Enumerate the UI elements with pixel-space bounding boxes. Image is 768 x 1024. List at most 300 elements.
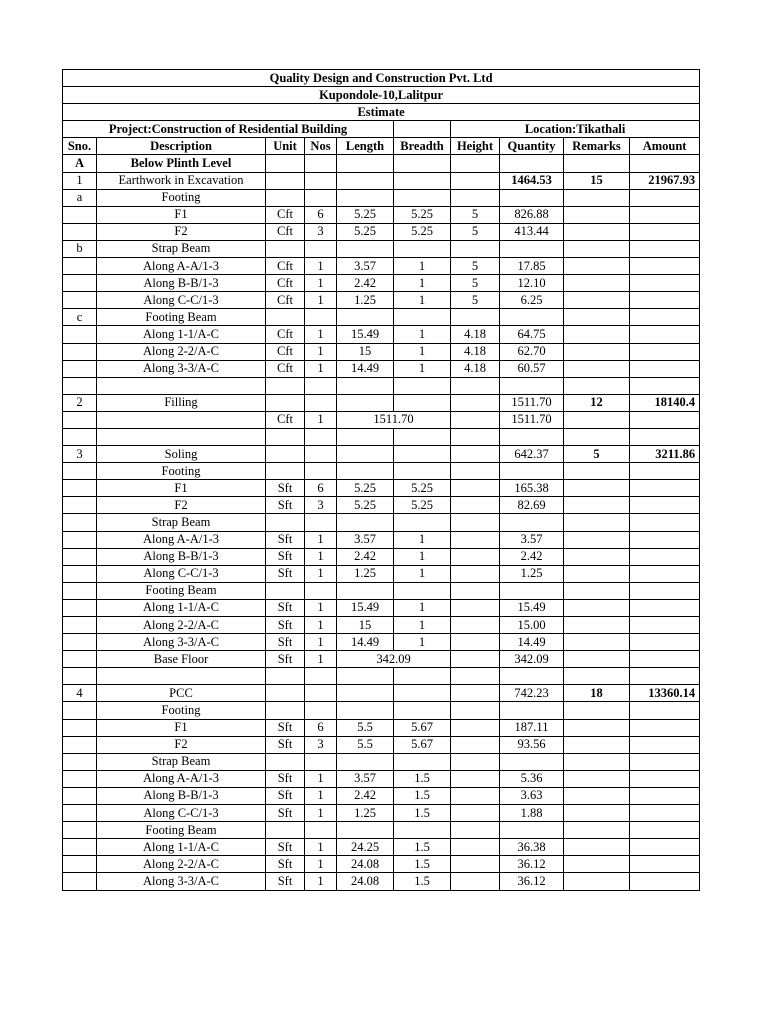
breadth-cell <box>394 155 451 172</box>
column-header: Length <box>337 138 394 155</box>
table-row <box>63 651 700 668</box>
table-row <box>63 565 700 582</box>
breadth-cell: 1.5 <box>394 787 451 804</box>
quantity-cell: 15.49 <box>500 599 564 616</box>
breadth-cell: 1.5 <box>394 873 451 890</box>
height-cell <box>451 634 500 651</box>
breadth-cell <box>394 189 451 206</box>
amount-cell <box>630 428 700 445</box>
remarks-cell <box>564 582 630 599</box>
length-cell: 2.42 <box>337 275 394 292</box>
column-header-row <box>63 138 700 155</box>
description-cell: Along 2-2/A-C <box>97 617 266 634</box>
amount-cell <box>630 634 700 651</box>
table-row <box>63 514 700 531</box>
table-row <box>63 463 700 480</box>
description-cell: Base Floor <box>97 651 266 668</box>
nos-cell: 1 <box>305 360 337 377</box>
breadth-cell: 1 <box>394 599 451 616</box>
sno-cell <box>63 480 97 497</box>
unit-cell <box>266 377 305 394</box>
amount-cell: 13360.14 <box>630 685 700 702</box>
sno-cell: c <box>63 309 97 326</box>
remarks-cell <box>564 599 630 616</box>
company-address: Kupondole-10,Lalitpur <box>63 87 700 104</box>
sno-cell <box>63 223 97 240</box>
height-cell: 5 <box>451 258 500 275</box>
sno-cell: b <box>63 240 97 257</box>
length-cell: 5.25 <box>337 497 394 514</box>
remarks-cell <box>564 839 630 856</box>
amount-cell: 18140.4 <box>630 394 700 411</box>
quantity-cell: 826.88 <box>500 206 564 223</box>
breadth-cell <box>394 668 451 685</box>
unit-cell: Sft <box>266 599 305 616</box>
amount-cell <box>630 565 700 582</box>
table-row <box>63 736 700 753</box>
description-cell: Along A-A/1-3 <box>97 258 266 275</box>
description-cell: Footing <box>97 189 266 206</box>
breadth-cell <box>394 309 451 326</box>
length-cell: 1.25 <box>337 565 394 582</box>
remarks-cell <box>564 480 630 497</box>
unit-cell: Sft <box>266 617 305 634</box>
height-cell <box>451 822 500 839</box>
table-row <box>63 531 700 548</box>
breadth-cell: 5.25 <box>394 480 451 497</box>
nos-cell: 1 <box>305 839 337 856</box>
table-row <box>63 480 700 497</box>
breadth-cell <box>394 514 451 531</box>
remarks-cell <box>564 189 630 206</box>
description-cell: Strap Beam <box>97 240 266 257</box>
unit-cell: Sft <box>266 839 305 856</box>
sno-cell <box>63 326 97 343</box>
remarks-cell <box>564 668 630 685</box>
length-cell <box>337 428 394 445</box>
sno-cell <box>63 770 97 787</box>
length-cell: 5.5 <box>337 736 394 753</box>
description-cell <box>97 668 266 685</box>
unit-cell: Cft <box>266 343 305 360</box>
nos-cell: 1 <box>305 292 337 309</box>
quantity-cell: 3.63 <box>500 787 564 804</box>
unit-cell: Cft <box>266 275 305 292</box>
column-header: Height <box>451 138 500 155</box>
table-row <box>63 411 700 428</box>
remarks-cell <box>564 360 630 377</box>
remarks-cell <box>564 292 630 309</box>
nos-cell: 1 <box>305 565 337 582</box>
spacer-row <box>63 377 700 394</box>
amount-cell <box>630 839 700 856</box>
project-name: Project:Construction of Residential Building <box>63 121 394 138</box>
length-cell: 5.25 <box>337 223 394 240</box>
height-cell <box>451 309 500 326</box>
description-cell: Footing Beam <box>97 822 266 839</box>
description-cell: Along B-B/1-3 <box>97 787 266 804</box>
nos-cell: 6 <box>305 719 337 736</box>
remarks-cell <box>564 548 630 565</box>
description-cell: Along C-C/1-3 <box>97 292 266 309</box>
description-cell: F1 <box>97 719 266 736</box>
length-cell <box>337 514 394 531</box>
remarks-cell <box>564 514 630 531</box>
sno-cell <box>63 377 97 394</box>
amount-cell <box>630 531 700 548</box>
document-title: Estimate <box>63 104 700 121</box>
description-cell: F2 <box>97 223 266 240</box>
height-cell <box>451 651 500 668</box>
nos-cell <box>305 394 337 411</box>
breadth-cell <box>394 685 451 702</box>
remarks-cell <box>564 497 630 514</box>
remarks-cell <box>564 770 630 787</box>
nos-cell: 1 <box>305 548 337 565</box>
remarks-cell <box>564 155 630 172</box>
height-cell <box>451 480 500 497</box>
unit-cell <box>266 189 305 206</box>
length-cell <box>337 240 394 257</box>
description-cell: Strap Beam <box>97 753 266 770</box>
unit-cell: Sft <box>266 531 305 548</box>
remarks-cell <box>564 873 630 890</box>
height-cell: 5 <box>451 206 500 223</box>
nos-cell: 1 <box>305 805 337 822</box>
unit-cell: Sft <box>266 634 305 651</box>
quantity-cell: 1511.70 <box>500 394 564 411</box>
description-cell: Along A-A/1-3 <box>97 770 266 787</box>
unit-cell <box>266 514 305 531</box>
description-cell: Footing <box>97 463 266 480</box>
amount-cell <box>630 719 700 736</box>
breadth-cell: 1 <box>394 343 451 360</box>
breadth-cell: 1 <box>394 634 451 651</box>
height-cell <box>451 668 500 685</box>
amount-cell <box>630 326 700 343</box>
quantity-cell: 36.12 <box>500 873 564 890</box>
unit-cell <box>266 240 305 257</box>
description-cell: Footing Beam <box>97 582 266 599</box>
description-cell: Strap Beam <box>97 514 266 531</box>
breadth-cell: 5.25 <box>394 223 451 240</box>
length-cell: 2.42 <box>337 787 394 804</box>
height-cell <box>451 617 500 634</box>
nos-cell: 6 <box>305 206 337 223</box>
length-cell: 5.25 <box>337 480 394 497</box>
description-cell: Along 3-3/A-C <box>97 873 266 890</box>
breadth-cell: 1.5 <box>394 839 451 856</box>
sno-cell <box>63 343 97 360</box>
sno-cell <box>63 719 97 736</box>
length-cell: 5.25 <box>337 206 394 223</box>
breadth-cell: 1 <box>394 565 451 582</box>
length-breadth-cell: 1511.70 <box>337 411 451 428</box>
description-cell: Along A-A/1-3 <box>97 531 266 548</box>
height-cell <box>451 770 500 787</box>
table-row <box>63 822 700 839</box>
height-cell <box>451 172 500 189</box>
sno-cell: 2 <box>63 394 97 411</box>
nos-cell: 1 <box>305 651 337 668</box>
nos-cell: 3 <box>305 223 337 240</box>
height-cell <box>451 531 500 548</box>
height-cell <box>451 565 500 582</box>
table-row <box>63 292 700 309</box>
sno-cell <box>63 360 97 377</box>
amount-cell <box>630 548 700 565</box>
nos-cell: 6 <box>305 480 337 497</box>
doc-title-row <box>63 104 700 121</box>
length-cell: 24.08 <box>337 856 394 873</box>
sno-cell <box>63 856 97 873</box>
table-row <box>63 702 700 719</box>
column-header: Nos <box>305 138 337 155</box>
amount-cell <box>630 514 700 531</box>
length-cell <box>337 753 394 770</box>
height-cell <box>451 377 500 394</box>
unit-cell: Sft <box>266 770 305 787</box>
height-cell <box>451 582 500 599</box>
description-cell: Soling <box>97 446 266 463</box>
unit-cell <box>266 582 305 599</box>
remarks-cell <box>564 326 630 343</box>
quantity-cell: 1.88 <box>500 805 564 822</box>
breadth-cell: 1 <box>394 360 451 377</box>
nos-cell: 1 <box>305 411 337 428</box>
unit-cell <box>266 753 305 770</box>
height-cell <box>451 240 500 257</box>
amount-cell <box>630 702 700 719</box>
sno-cell <box>63 565 97 582</box>
unit-cell <box>266 155 305 172</box>
length-cell: 14.49 <box>337 360 394 377</box>
unit-cell <box>266 463 305 480</box>
table-row <box>63 617 700 634</box>
length-breadth-cell: 342.09 <box>337 651 451 668</box>
description-cell: PCC <box>97 685 266 702</box>
unit-cell: Sft <box>266 805 305 822</box>
breadth-cell <box>394 582 451 599</box>
height-cell: 4.18 <box>451 326 500 343</box>
description-cell: Filling <box>97 394 266 411</box>
remarks-cell <box>564 377 630 394</box>
nos-cell: 1 <box>305 873 337 890</box>
length-cell <box>337 394 394 411</box>
breadth-cell <box>394 240 451 257</box>
nos-cell: 1 <box>305 599 337 616</box>
height-cell <box>451 514 500 531</box>
nos-cell <box>305 428 337 445</box>
description-cell: Footing Beam <box>97 309 266 326</box>
table-row <box>63 223 700 240</box>
breadth-cell <box>394 446 451 463</box>
table-row <box>63 275 700 292</box>
height-cell <box>451 155 500 172</box>
length-cell: 24.25 <box>337 839 394 856</box>
table-row <box>63 787 700 804</box>
table-row <box>63 258 700 275</box>
unit-cell: Sft <box>266 873 305 890</box>
length-cell: 15 <box>337 343 394 360</box>
unit-cell <box>266 702 305 719</box>
table-row <box>63 753 700 770</box>
amount-cell <box>630 411 700 428</box>
remarks-cell <box>564 275 630 292</box>
sno-cell <box>63 292 97 309</box>
sno-cell <box>63 787 97 804</box>
company-row <box>63 70 700 87</box>
length-cell <box>337 582 394 599</box>
description-cell: Along B-B/1-3 <box>97 275 266 292</box>
table-row <box>63 189 700 206</box>
table-row <box>63 548 700 565</box>
description-cell <box>97 411 266 428</box>
nos-cell: 1 <box>305 258 337 275</box>
breadth-cell <box>394 822 451 839</box>
table-row <box>63 685 700 702</box>
height-cell: 5 <box>451 223 500 240</box>
amount-cell <box>630 753 700 770</box>
unit-cell: Sft <box>266 651 305 668</box>
amount-cell: 3211.86 <box>630 446 700 463</box>
amount-cell <box>630 377 700 394</box>
quantity-cell <box>500 702 564 719</box>
table-row <box>63 326 700 343</box>
height-cell <box>451 719 500 736</box>
sno-cell <box>63 258 97 275</box>
company-name: Quality Design and Construction Pvt. Ltd <box>63 70 700 87</box>
unit-cell: Cft <box>266 292 305 309</box>
height-cell <box>451 599 500 616</box>
quantity-cell <box>500 309 564 326</box>
table-row <box>63 856 700 873</box>
amount-cell <box>630 343 700 360</box>
quantity-cell <box>500 240 564 257</box>
description-cell <box>97 428 266 445</box>
quantity-cell <box>500 514 564 531</box>
sno-cell <box>63 634 97 651</box>
height-cell <box>451 428 500 445</box>
quantity-cell: 342.09 <box>500 651 564 668</box>
amount-cell <box>630 206 700 223</box>
description-cell: Along 1-1/A-C <box>97 839 266 856</box>
project-row <box>63 121 700 138</box>
column-header: Breadth <box>394 138 451 155</box>
description-cell: Along 1-1/A-C <box>97 326 266 343</box>
quantity-cell: 14.49 <box>500 634 564 651</box>
height-cell: 5 <box>451 275 500 292</box>
remarks-cell <box>564 206 630 223</box>
length-cell <box>337 377 394 394</box>
quantity-cell <box>500 582 564 599</box>
estimate-table <box>62 69 700 891</box>
height-cell: 5 <box>451 292 500 309</box>
quantity-cell: 15.00 <box>500 617 564 634</box>
remarks-cell <box>564 805 630 822</box>
description-cell: Earthwork in Excavation <box>97 172 266 189</box>
quantity-cell <box>500 753 564 770</box>
remarks-cell <box>564 309 630 326</box>
project-row-spacer <box>394 121 451 138</box>
table-row <box>63 770 700 787</box>
length-cell: 14.49 <box>337 634 394 651</box>
quantity-cell: 1511.70 <box>500 411 564 428</box>
table-row <box>63 446 700 463</box>
breadth-cell <box>394 463 451 480</box>
sno-cell <box>63 463 97 480</box>
nos-cell: 3 <box>305 736 337 753</box>
sno-cell <box>63 514 97 531</box>
table-row <box>63 873 700 890</box>
amount-cell <box>630 360 700 377</box>
description-cell: F1 <box>97 480 266 497</box>
unit-cell: Cft <box>266 258 305 275</box>
table-row <box>63 599 700 616</box>
nos-cell: 1 <box>305 787 337 804</box>
description-cell: Along 3-3/A-C <box>97 634 266 651</box>
height-cell: 4.18 <box>451 360 500 377</box>
breadth-cell: 1.5 <box>394 856 451 873</box>
sno-cell <box>63 873 97 890</box>
nos-cell <box>305 514 337 531</box>
table-row <box>63 582 700 599</box>
nos-cell: 1 <box>305 275 337 292</box>
quantity-cell: 642.37 <box>500 446 564 463</box>
quantity-cell: 413.44 <box>500 223 564 240</box>
breadth-cell <box>394 702 451 719</box>
amount-cell <box>630 873 700 890</box>
unit-cell <box>266 394 305 411</box>
amount-cell <box>630 736 700 753</box>
remarks-cell: 18 <box>564 685 630 702</box>
sno-cell <box>63 599 97 616</box>
breadth-cell: 5.67 <box>394 736 451 753</box>
quantity-cell: 2.42 <box>500 548 564 565</box>
sno-cell: A <box>63 155 97 172</box>
description-cell: Along 2-2/A-C <box>97 343 266 360</box>
sno-cell <box>63 822 97 839</box>
nos-cell <box>305 172 337 189</box>
unit-cell <box>266 685 305 702</box>
length-cell <box>337 685 394 702</box>
nos-cell <box>305 685 337 702</box>
breadth-cell <box>394 428 451 445</box>
length-cell <box>337 155 394 172</box>
project-location: Location:Tikathali <box>451 121 700 138</box>
quantity-cell: 82.69 <box>500 497 564 514</box>
table-row <box>63 172 700 189</box>
height-cell <box>451 873 500 890</box>
height-cell: 4.18 <box>451 343 500 360</box>
amount-cell <box>630 240 700 257</box>
height-cell <box>451 839 500 856</box>
height-cell <box>451 411 500 428</box>
description-cell: F2 <box>97 736 266 753</box>
nos-cell <box>305 189 337 206</box>
nos-cell: 1 <box>305 634 337 651</box>
length-cell: 2.42 <box>337 548 394 565</box>
remarks-cell <box>564 258 630 275</box>
amount-cell <box>630 463 700 480</box>
remarks-cell <box>564 617 630 634</box>
quantity-cell <box>500 463 564 480</box>
nos-cell <box>305 446 337 463</box>
remarks-cell <box>564 634 630 651</box>
nos-cell <box>305 668 337 685</box>
sno-cell: 1 <box>63 172 97 189</box>
sno-cell: 3 <box>63 446 97 463</box>
